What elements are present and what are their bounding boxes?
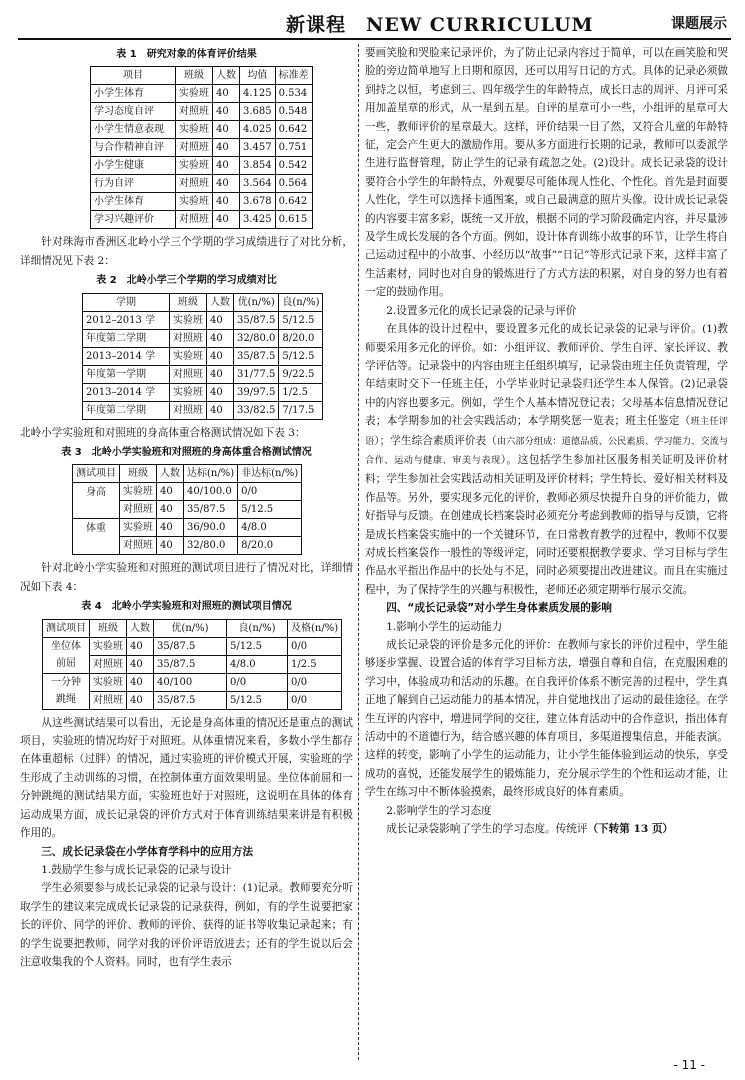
table-cell: 40: [213, 211, 240, 229]
table-cell: 39/97.5: [234, 383, 279, 401]
table-header-cell: 班级: [176, 67, 213, 85]
text-span: ）；学生综合素质评价表（: [374, 434, 497, 447]
table-cell: 0.615: [275, 211, 312, 229]
table-cell: 8/20.0: [279, 329, 323, 347]
table-cell: 小学生体育: [91, 85, 176, 103]
table-header-row: [91, 67, 313, 85]
table-cell: 年度第一学期: [83, 365, 170, 383]
table-row: [73, 537, 302, 555]
table-cell: 3.564: [240, 175, 276, 193]
table-cell: 40: [213, 175, 240, 193]
table-cell: 3.678: [240, 193, 276, 211]
table-cell: 40: [127, 637, 154, 655]
table-row: [91, 121, 313, 139]
table-cell: 5/12.5: [227, 691, 288, 709]
left-column: [20, 44, 353, 971]
table-header-cell: 班级: [120, 465, 157, 483]
table-cell: 40: [127, 673, 154, 691]
table-cell: [73, 537, 120, 555]
table-cell: 实验班: [176, 157, 213, 175]
paragraph: 针对珠海市香洲区北岭小学三个学期的学习成绩进行了对比分析，详细情况见下表 2：: [20, 236, 353, 267]
subsection-heading: 2.设置多元化的成长记录袋的记录与评价: [386, 304, 577, 317]
table-cell: 40: [207, 311, 234, 329]
table-cell: 2012–2013 学: [83, 311, 170, 329]
table-row: [83, 311, 323, 329]
table-cell: 对照班: [170, 365, 207, 383]
table-cell: 0.642: [275, 121, 312, 139]
table-cell: 0.564: [275, 175, 312, 193]
text-span: 由六部分组成：道德品质、公民素质、学习能力、交流与合作、运动与健康、审美与表现: [365, 435, 729, 466]
table-cell: 实验班: [170, 347, 207, 365]
table-cell: 35/87.5: [234, 347, 279, 365]
table-cell: 40: [207, 347, 234, 365]
table-header-cell: 及格(n/%): [288, 619, 342, 637]
section-heading: 三、成长记录袋在小学体育学科中的应用方法: [41, 845, 254, 858]
table-cell: 小学生体育: [91, 193, 176, 211]
text-span: 在具体的设计过程中，要设置多元化的成长记录袋的记录与评价。(1)教师要采用多元化的评价。如：小组评议、教师评价、学生自评、家长评议、教学评估等。记录袋中的内容由班主任组织填写，记录袋由班主任负责管理，学年结束时交下一任班主任，小学毕业时记录袋归还学生本人保管。(2)记录袋中的内容也要多元。例如，学生个人基本情况登记表；父母基本信息情况登记表；本学期参加的社会实践活动；本学期奖惩一览表；班主任鉴定（: [365, 323, 728, 428]
table-cell: 实验班: [176, 85, 213, 103]
table-cell: 年度第二学期: [83, 329, 170, 347]
table-cell: 40/100.0: [184, 483, 238, 501]
table-cell: 小学生情意表现: [91, 121, 176, 139]
table-cell: 5/12.5: [279, 311, 323, 329]
table-cell: 0.548: [275, 103, 312, 121]
table-cell: 40: [213, 121, 240, 139]
table4-caption: 表 4 北岭小学实验班和对照班的测试项目情况: [81, 601, 292, 613]
table3-caption: 表 3 北岭小学实验班和对照班的身高体重合格测试情况: [61, 447, 312, 459]
table-cell: 行为自评: [91, 175, 176, 193]
table-row: [43, 673, 342, 691]
table-cell: 实验班: [170, 311, 207, 329]
table-cell: 4/8.0: [238, 519, 302, 537]
text-span: 班主任评语: [365, 416, 729, 447]
table-cell: 40: [157, 537, 184, 555]
page-number: - 11 -: [673, 1058, 705, 1072]
table-header-cell: 班级: [170, 293, 207, 311]
table-cell: 33/82.5: [234, 401, 279, 419]
table-cell: 0.542: [275, 157, 312, 175]
table-cell: 对照班: [120, 537, 157, 555]
table-header-cell: 人数: [207, 293, 234, 311]
table-cell: 40: [207, 383, 234, 401]
table-row: [43, 691, 342, 709]
table-cell: 3.685: [240, 103, 276, 121]
table-cell: 40: [157, 483, 184, 501]
table-row: [83, 347, 323, 365]
table-cell: 35/87.5: [184, 501, 238, 519]
table-cell: 35/87.5: [154, 637, 227, 655]
table-row: [43, 637, 342, 655]
table-header-cell: 达标(n/%): [184, 465, 238, 483]
table-cell: 对照班: [90, 691, 127, 709]
table-cell: 5/12.5: [227, 637, 288, 655]
paragraph: 学生必须要参与成长记录袋的记录与设计：(1)记录。教师要充分听取学生的建议来完成成长记录袋的记录获得，例如，有的学生说要把家长的评价、同学的评价、教师的评价、获得的证书等收集记录起来；有的学生说要把教师、同学对我的评价评语放进去；还有的学生说以后会注意收集我的个人资料。同时，也有学生表示: [20, 882, 353, 968]
paragraph: 成长记录袋的评价是多元化的评价：在教师与家长的评价过程中，学生能够逐步掌握、设置合适的体育学习目标方法，增强自尊和自信，在克服困难的学习中，体验成功和活动的乐趣。在自我评价体系不断完善的过程中，学生真正地了解到自己运动能力的基本情况，并自觉地找出了运动的最佳途径。在学生互评的内容中，增进同学间的交往，建立体育活动中的合作意识，指出体育活动中的不道德行为，结合感兴趣的体育项目，多渠道搜集信息，并能表演。这样的转变，影响了小学生的运动能力，让小学生能体验到运动的快乐，享受成功的喜悦，还能发展学生的锻炼能力，充分展示学生的个性和运动才能，让学生在练习中不断体验摸索，最终形成良好的体育素质。: [365, 639, 728, 799]
table-cell: 4.025: [240, 121, 276, 139]
table-cell: 8/20.0: [238, 537, 302, 555]
table-cell: 4/8.0: [227, 655, 288, 673]
table-cell: 40/100: [154, 673, 227, 691]
table-row: [73, 519, 302, 537]
table-cell: 前屈: [43, 655, 90, 673]
table-cell: 对照班: [176, 175, 213, 193]
table-cell: 对照班: [90, 655, 127, 673]
table-cell: 1/2.5: [288, 655, 342, 673]
section-label: 课题展示: [671, 16, 727, 32]
subsection-heading: 2.影响学生的学习态度: [386, 804, 492, 817]
table-row: [91, 157, 313, 175]
table-cell: 对照班: [176, 139, 213, 157]
table-header-cell: 学期: [83, 293, 170, 311]
table-row: [83, 401, 323, 419]
table-header-row: [73, 465, 302, 483]
table-cell: 35/87.5: [154, 655, 227, 673]
table1: [90, 66, 313, 229]
table-cell: 0/0: [238, 483, 302, 501]
table-header-cell: 项目: [91, 67, 176, 85]
table-header-cell: 标准差: [275, 67, 312, 85]
table-cell: 7/17.5: [279, 401, 323, 419]
paragraph: 要画笑脸和哭脸来记录评价，为了防止记录内容过于简单，可以在画笑脸和哭脸的旁边简单地写上日期和原因，还可以用写日记的方式。具体的记录必须做到持之以恒，考虑到三、四年级学生的年龄特点，成长日志的周评、月评可采用加盖星章的形式，从一星到五星。自评的星章可小一些，小组评的星章可大一些，教师评价的星章最大。这样，评价结果一目了然，又符合儿童的年龄特征，定会产生更大的激励作用。要从多方面进行长期的记录，教师可以委派学生进行监督管理，防止学生的记录有疏忽之处。(2)设计。成长记录袋的设计要符合小学生的年龄特点，外观要尽可能体现人性化、个性化。首先是封面要人性化，学生可以选择卡通图案，或自己最满意的照片头像。设计成长记录袋的内容要丰富多彩，既统一又开放，根据不同的学习阶段确定内容，并尽量涉及学生成长发展的各个方面。例如，设计体育训练小故事的环节，让学生将自己运动过程中的小故事、小经历以“故事”“日记”等形式记录下来，这样丰富了生活素材，同时也对自身的锻炼进行了方式方法的积累，对自身的努力也有着一定的鼓励作用。: [365, 47, 728, 299]
subsection-heading: 1.影响小学生的运动能力: [386, 620, 503, 633]
table-cell: 实验班: [176, 193, 213, 211]
table-cell: 0.642: [275, 193, 312, 211]
table-cell: 3.854: [240, 157, 276, 175]
table-cell: 40: [207, 365, 234, 383]
table-row: [83, 383, 323, 401]
right-column: [365, 44, 728, 838]
table-cell: 3.457: [240, 139, 276, 157]
journal-title: 新课程 NEW CURRICULUM: [286, 14, 594, 36]
table-cell: 学习态度自评: [91, 103, 176, 121]
paragraph: 北岭小学实验班和对照班的身高体重合格测试情况如下表 3：: [20, 426, 306, 439]
table-row: [83, 329, 323, 347]
table2: [82, 293, 323, 420]
table-header-cell: 优(n/%): [154, 619, 227, 637]
table-cell: 2013–2014 学: [83, 383, 170, 401]
table-cell: [73, 501, 120, 519]
table-cell: 9/22.5: [279, 365, 323, 383]
page-header: [18, 8, 731, 40]
table-cell: 1/2.5: [279, 383, 323, 401]
table-cell: 0/0: [227, 673, 288, 691]
table-cell: 实验班: [176, 121, 213, 139]
subsection-heading: 1.鼓励学生参与成长记录袋的记录与设计: [41, 863, 232, 876]
table-header-cell: 人数: [213, 67, 240, 85]
table-cell: 2013–2014 学: [83, 347, 170, 365]
table-cell: 0.751: [275, 139, 312, 157]
table-row: [73, 483, 302, 501]
table-cell: 40: [207, 329, 234, 347]
table-cell: 实验班: [90, 637, 127, 655]
table-header-cell: 测试项目: [43, 619, 90, 637]
table-header-cell: 人数: [157, 465, 184, 483]
table-cell: 体重: [73, 519, 120, 537]
table-cell: 40: [127, 691, 154, 709]
table-cell: 学习兴趣评价: [91, 211, 176, 229]
paragraph: [365, 320, 728, 599]
table4: [42, 619, 342, 710]
table-cell: 跳绳: [43, 691, 90, 709]
table-header-cell: 测试项目: [73, 465, 120, 483]
table-cell: 40: [213, 103, 240, 121]
table-row: [91, 175, 313, 193]
table-cell: 32/80.0: [184, 537, 238, 555]
table-row: [73, 501, 302, 519]
table-cell: 4.125: [240, 85, 276, 103]
table-cell: 对照班: [170, 401, 207, 419]
table-cell: 36/90.0: [184, 519, 238, 537]
table-row: [91, 85, 313, 103]
table-row: [91, 103, 313, 121]
text-span: ）。这包括学生参加社区服务相关证明及评价材料；学生参加社会实践活动相关证明及评价材料；学生特长、爱好相关材料及作品等。另外，要实现多元化的评价，教师必须尽快提升自身的评价能力，做好指导与反馈。在创建成长档案袋时必须充分考虑到教师的指导与反馈，它将是成长档案袋实施中的一个关键环节，在日常教育教学的过程中，教师不仅要对成长档案袋作一般性的等级评定，同时还要根据教学要求、学习目标与学生作品水平指出作品中的长处与不足，同时必须要提出改进建议。而且在实施过程中，为了保持学生的兴趣与积极性，老师还必须定期举行展示交流。: [365, 453, 729, 596]
table-cell: 0/0: [288, 637, 342, 655]
table-header-row: [83, 293, 323, 311]
table-cell: 0.534: [275, 85, 312, 103]
table-cell: 32/80.0: [234, 329, 279, 347]
table-cell: 40: [127, 655, 154, 673]
table-header-cell: 良(n/%): [227, 619, 288, 637]
table-cell: 5/12.5: [238, 501, 302, 519]
table-row: [91, 193, 313, 211]
table-cell: 0/0: [288, 691, 342, 709]
table-cell: 身高: [73, 483, 120, 501]
table-cell: 0/0: [288, 673, 342, 691]
table-cell: 40: [213, 157, 240, 175]
table-cell: 对照班: [176, 211, 213, 229]
table-cell: 坐位体: [43, 637, 90, 655]
table-row: [43, 655, 342, 673]
table-cell: 对照班: [176, 103, 213, 121]
table-cell: 40: [213, 193, 240, 211]
table-row: [91, 139, 313, 157]
table-cell: 一分钟: [43, 673, 90, 691]
table-cell: 年度第二学期: [83, 401, 170, 419]
table-header-cell: 均值: [240, 67, 276, 85]
table-cell: 小学生健康: [91, 157, 176, 175]
table-cell: 40: [213, 139, 240, 157]
text-span: 成长记录袋影响了学生的学习态度。传统评: [386, 823, 588, 836]
table-cell: 实验班: [120, 483, 157, 501]
table-row: [91, 211, 313, 229]
section-heading: 四、“成长记录袋”对小学生身体素质发展的影响: [386, 602, 612, 615]
table2-caption: 表 2 北岭小学三个学期的学习成绩对比: [96, 275, 277, 287]
table-header-cell: 优(n/%): [234, 293, 279, 311]
table-cell: 40: [213, 85, 240, 103]
column-divider: [358, 44, 359, 1060]
table-header-cell: 非达标(n/%): [238, 465, 302, 483]
table1-caption: 表 1 研究对象的体育评价结果: [116, 49, 257, 60]
table-cell: 40: [207, 401, 234, 419]
table-cell: 实验班: [170, 383, 207, 401]
table-cell: 实验班: [90, 673, 127, 691]
table-cell: 35/87.5: [234, 311, 279, 329]
paragraph: [365, 820, 728, 838]
table3: [72, 464, 302, 555]
paragraph: 从这些测试结果可以看出，无论是身高体重的情况还是重点的测试项目，实验班的情况均好于对照班。从体重情况来看，多数小学生都存在体重超标（过胖）的情况，通过实验班的评价模式开展，实验班的学生形成了主动训练的习惯，在控制体重方面效果明显。坐位体前屈和一分钟跳绳的测试结果方面，实验班也好于对照班，这说明在具体的体育运动成果方面，成长记录袋的评价方式对于体育训练结果来讲是有积极作用的。: [20, 716, 353, 840]
table-header-cell: 班级: [90, 619, 127, 637]
table-cell: 对照班: [170, 329, 207, 347]
paragraph: 针对北岭小学实验班和对照班的测试项目进行了情况对比，详细情况如下表 4：: [20, 562, 353, 593]
table-header-row: [43, 619, 342, 637]
table-cell: 40: [157, 501, 184, 519]
table-cell: 3.425: [240, 211, 276, 229]
table-header-cell: 人数: [127, 619, 154, 637]
table-cell: 对照班: [120, 501, 157, 519]
table-cell: 5/12.5: [279, 347, 323, 365]
table-row: [83, 365, 323, 383]
table-cell: 实验班: [120, 519, 157, 537]
table-cell: 与合作精神自评: [91, 139, 176, 157]
table-cell: 35/87.5: [154, 691, 227, 709]
table-cell: 40: [157, 519, 184, 537]
continuation-note: （下转第 13 页）: [587, 823, 674, 836]
table-header-cell: 良(n/%): [279, 293, 323, 311]
table-cell: 31/77.5: [234, 365, 279, 383]
